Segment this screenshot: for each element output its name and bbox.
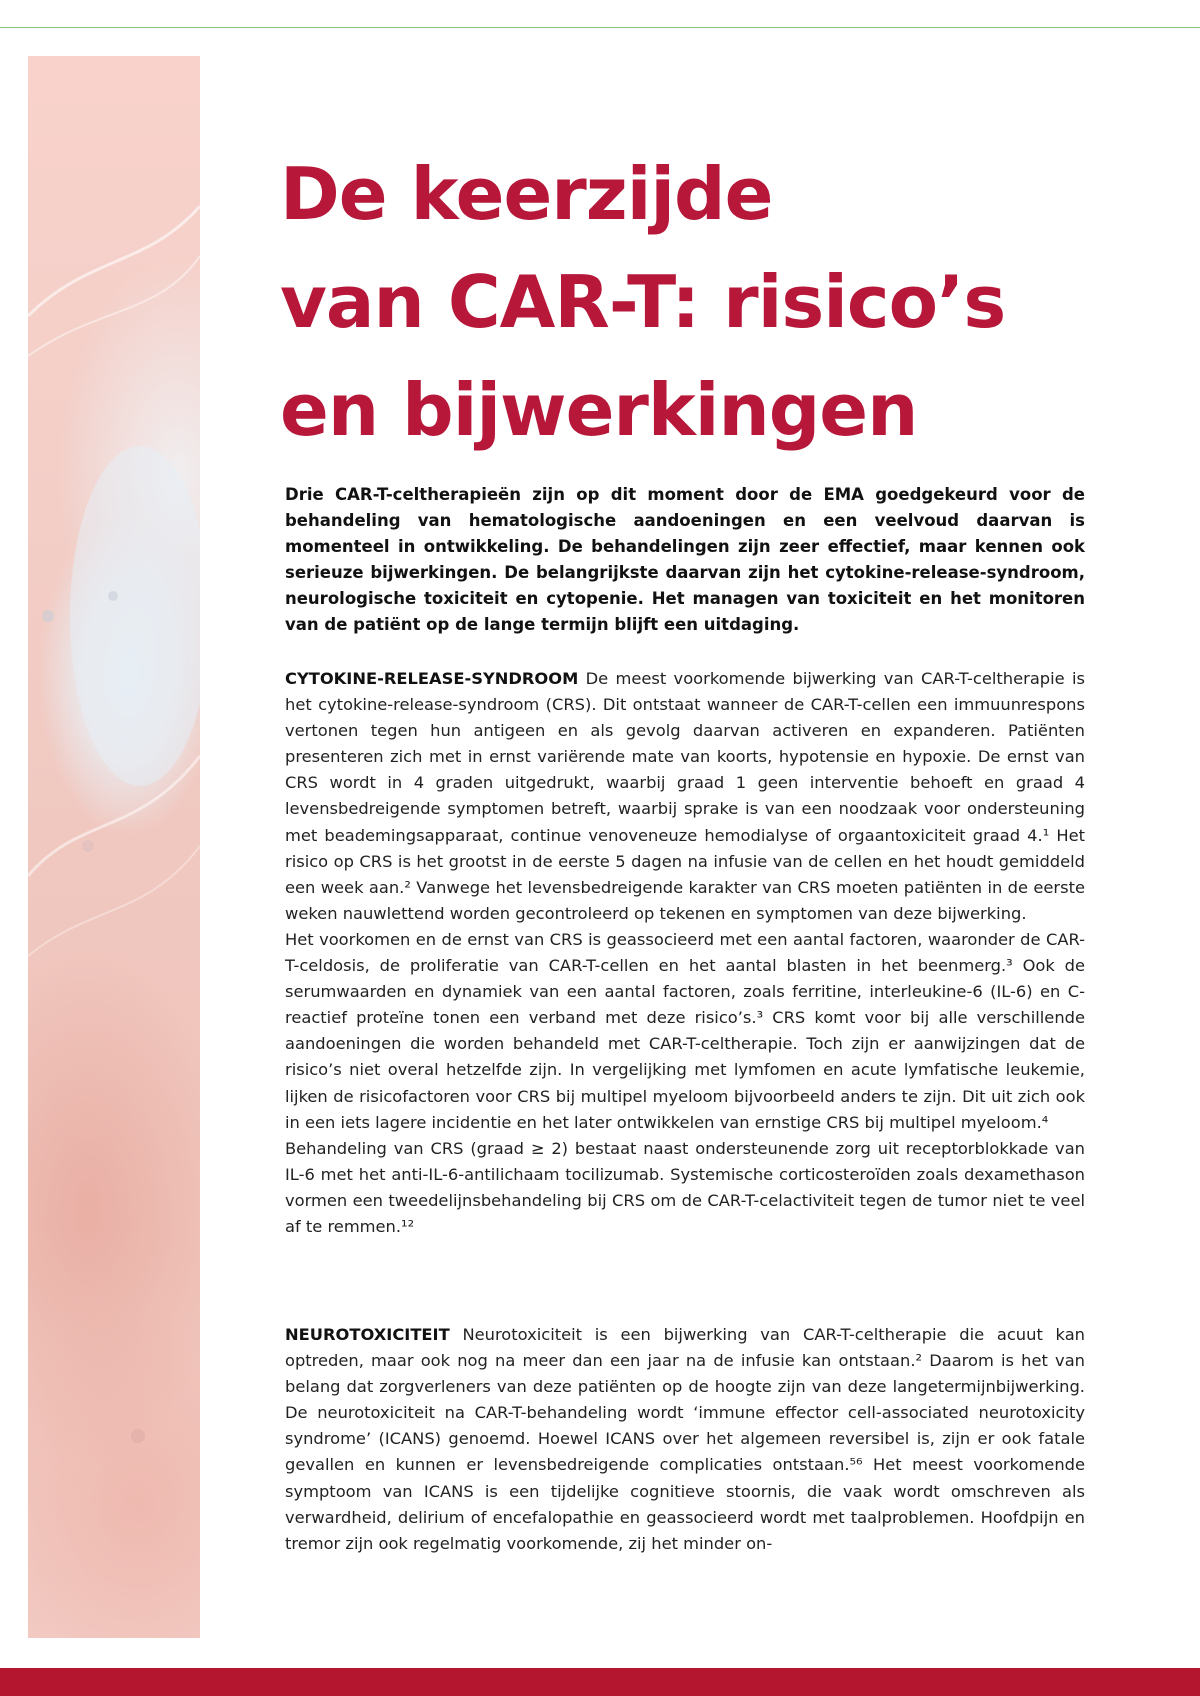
section-neurotoxicity: [285, 1322, 1085, 1557]
top-divider: [0, 27, 1200, 28]
paragraph: [285, 666, 1085, 927]
section-heading: CYTOKINE-RELEASE-SYNDROOM: [285, 669, 579, 688]
bottom-color-bar: [0, 1668, 1200, 1696]
section-heading: NEUROTOXICITEIT: [285, 1325, 450, 1344]
side-decorative-image: [28, 56, 200, 1638]
paragraph-text: Neurotoxiciteit is een bijwerking van CAR-T-celtherapie die acuut kan optreden, maar ook nog na meer dan een jaar na de infusie kan ontstaan.² Daarom is het van belang dat zorgverleners van deze patiënten op de hoogte zijn van deze langetermijnbijwerking. De neurotoxiciteit na CAR-T-behandeling wordt ‘immune effector cell-associated neurotoxicity syndrome’ (ICANS) genoemd. Hoewel ICANS over het algemeen reversibel is, zijn er ook fatale gevallen en kunnen er levensbedreigende complicaties ontstaan.⁵⁶ Het meest voorkomende symptoom van ICANS is een tijdelijke cognitieve stoornis, die vaak wordt omschreven als verwardheid, delirium of encefalopathie en geassocieerd wordt met taalproblemen. Hoofdpijn en tremor zijn ook regelmatig voorkomende, zij het minder on-: [285, 1325, 1085, 1553]
title-line: De keerzijde: [280, 152, 773, 236]
title-line: en bijwerkingen: [280, 368, 918, 452]
article-intro: Drie CAR-T-celtherapieën zijn op dit moment door de EMA goedgekeurd voor de behandeling van hematologische aandoeningen en een veelvoud daarvan is momenteel in ontwikkeling. De behandelingen zijn zeer effectief, maar kennen ook serieuze bijwerkingen. De belangrijkste daarvan zijn het cytokine-release-syndroom, neurologische toxiciteit en cytopenie. Het managen van toxiciteit en het monitoren van de patiënt op de lange termijn blijft een uitdaging.: [285, 485, 1085, 635]
paragraph: [285, 1322, 1085, 1557]
paragraph: Behandeling van CRS (graad ≥ 2) bestaat naast ondersteunende zorg uit receptorblokkade van IL-6 met het anti-IL-6-antilichaam tocilizumab. Systemische corticosteroïden zoals dexamethason vormen een tweedelijnsbehandeling bij CRS om de CAR-T-celactiviteit tegen de tumor niet te veel af te remmen.¹²: [285, 1138, 1085, 1236]
title-line: van CAR-T: risico’s: [280, 260, 1006, 344]
article-title: [280, 140, 1110, 464]
paragraph: Het voorkomen en de ernst van CRS is geassocieerd met een aantal factoren, waaronder de CAR-T-celdosis, de proliferatie van CAR-T-cellen en het aantal blasten in het beenmerg.³ Ook de serumwaarden en dynamiek van een aantal factoren, zoals ferritine, interleukine-6 (IL-6) en C-reactief proteïne tonen een verband met deze risico’s.³ CRS komt voor bij alle verschillende aandoeningen die worden behandeld met CAR-T-celtherapie. Toch zijn er aanwijzingen dat de risico’s niet overal hetzelfde zijn. In vergelijking met lymfomen en acute lymfatische leukemie, lijken de risicofactoren voor CRS bij multipel myeloom bijvoorbeeld anders te zijn. Dit uit zich ook in een iets lagere incidentie en het later ontwikkelen van ernstige CRS bij multipel myeloom.⁴: [285, 929, 1085, 1132]
cell-illustration: [28, 56, 200, 1638]
section-crs: [285, 666, 1085, 1240]
paragraph-text: De meest voorkomende bijwerking van CAR-T-celtherapie is het cytokine-release-syndroom (CRS). Dit ontstaat wanneer de CAR-T-cellen een immuunrespons vertonen tegen hun antigeen en als gevolg daarvan activeren en expanderen. Patiënten presenteren zich met in ernst variërende mate van koorts, hypotensie en hypoxie. De ernst van CRS wordt in 4 graden uitgedrukt, waarbij graad 1 geen interventie behoeft en graad 4 levensbedreigende symptomen betreft, waarbij sprake is van een noodzaak voor ondersteuning met beademingsapparaat, continue venoveneuze hemodialyse of orgaantoxiciteit graad 4.¹ Het risico op CRS is het grootst in de eerste 5 dagen na infusie van de cellen en het houdt gemiddeld een week aan.² Vanwege het levensbedreigende karakter van CRS moeten patiënten in de eerste weken nauwlettend worden gecontroleerd op tekenen en symptomen van deze bijwerking.: [285, 669, 1085, 923]
